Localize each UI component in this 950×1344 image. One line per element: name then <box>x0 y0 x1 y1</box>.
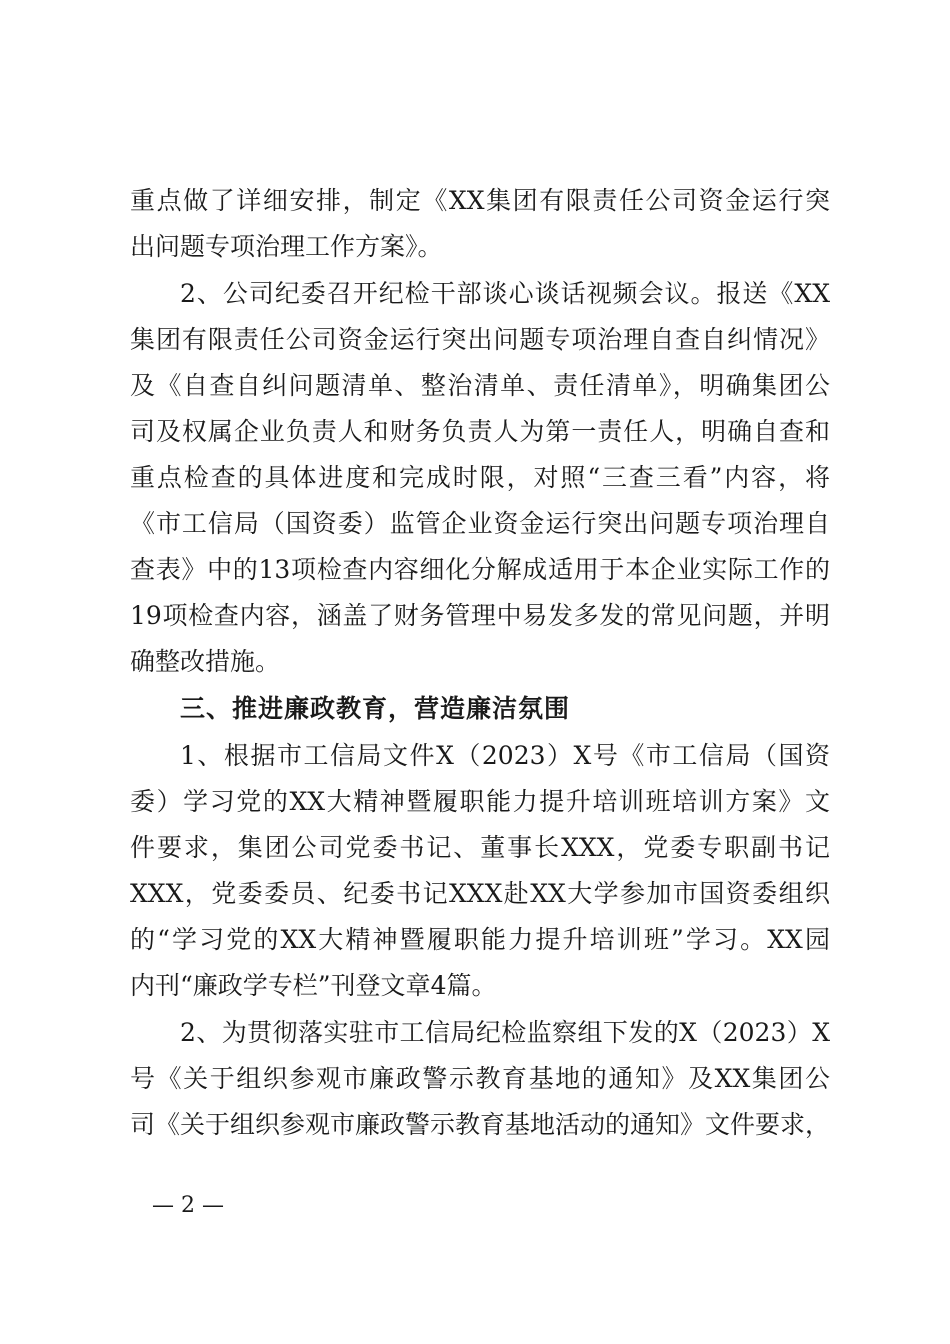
paragraph-line: 件要求，集团公司党委书记、董事长XXX，党委专职副书记 <box>130 833 830 862</box>
paragraph-line: 重点检查的具体进度和完成时限，对照“三查三看”内容，将 <box>130 463 830 492</box>
paragraph-line: 查表》中的13项检查内容细化分解成适用于本企业实际工作的 <box>130 555 830 584</box>
paragraph-line: 集团有限责任公司资金运行突出问题专项治理自查自纠情况》 <box>130 325 830 354</box>
paragraph-line: 及《自查自纠问题清单、整治清单、责任清单》，明确集团公 <box>130 371 830 400</box>
paragraph-line: 号《关于组织参观市廉政警示教育基地的通知》及XX集团公 <box>130 1064 830 1093</box>
paragraph-line: 的“学习党的XX大精神暨履职能力提升培训班”学习。XX园 <box>130 925 830 954</box>
paragraph-line: 内刊“廉政学专栏”刊登文章4篇。 <box>130 971 497 1000</box>
paragraph-line: 委）学习党的XX大精神暨履职能力提升培训班培训方案》文 <box>130 787 830 816</box>
paragraph-line: 重点做了详细安排，制定《XX集团有限责任公司资金运行突 <box>130 186 830 215</box>
paragraph-line: 司《关于组织参观市廉政警示教育基地活动的通知》文件要求， <box>130 1110 830 1139</box>
paragraph-line: 确整改措施。 <box>130 647 281 676</box>
paragraph-line: 1、根据市工信局文件X（2023）X号《市工信局（国资 <box>180 741 830 770</box>
paragraph-line: XXX，党委委员、纪委书记XXX赴XX大学参加市国资委组织 <box>130 879 830 908</box>
section-heading: 三、推进廉政教育，营造廉洁氛围 <box>180 694 571 723</box>
page-number: — 2 — <box>152 1193 224 1218</box>
paragraph-line: 2、公司纪委召开纪检干部谈心谈话视频会议。报送《XX <box>180 279 830 308</box>
paragraph-line: 司及权属企业负责人和财务负责人为第一责任人，明确自查和 <box>130 417 830 446</box>
paragraph-line: 2、为贯彻落实驻市工信局纪检监察组下发的X（2023）X <box>180 1018 830 1047</box>
paragraph-line: 出问题专项治理工作方案》。 <box>130 232 443 261</box>
paragraph-line: 《市工信局（国资委）监管企业资金运行突出问题专项治理自 <box>130 509 830 538</box>
paragraph-line: 19项检查内容，涵盖了财务管理中易发多发的常见问题，并明 <box>130 601 830 630</box>
